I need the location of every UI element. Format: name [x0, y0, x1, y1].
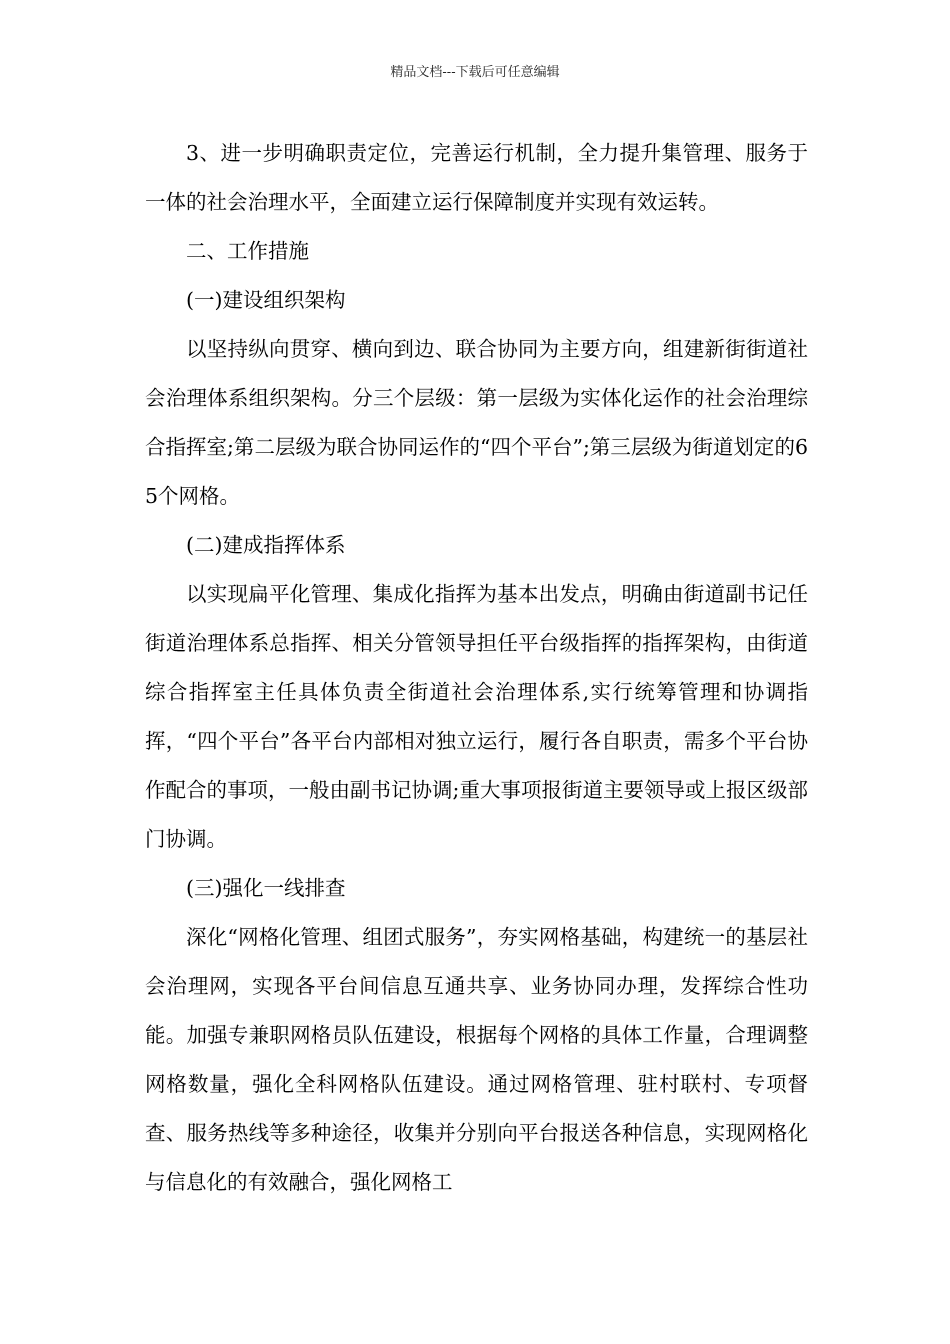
- paragraph-command-system: 以实现扁平化管理、集成化指挥为基本出发点，明确由街道副书记任街道治理体系总指挥、相关分管领导担任平台级指挥的指挥架构，由街道综合指挥室主任具体负责全街道社会治理体系,实行统筹管理和协调指挥，“四个平台”各平台内部相对独立运行，履行各自职责，需多个平台协作配合的事项，一般由副书记协调;重大事项报街道主要领导或上报区级部门协调。: [145, 582, 808, 851]
- subheading-organization: (一)建设组织架构: [186, 288, 346, 312]
- page-header: 精品文档---下载后可任意编辑: [390, 65, 560, 80]
- subheading-frontline: (三)强化一线排查: [186, 876, 346, 900]
- paragraph-goal-3: 3、进一步明确职责定位，完善运行机制，全力提升集管理、服务于一体的社会治理水平，全面建立运行保障制度并实现有效运转。: [145, 141, 808, 214]
- subheading-command-system: (二)建成指挥体系: [186, 533, 346, 557]
- paragraph-organization: 以坚持纵向贯穿、横向到边、联合协同为主要方向，组建新街街道社会治理体系组织架构。分三个层级：第一层级为实体化运作的社会治理综合指挥室;第二层级为联合协同运作的“四个平台”;第三层级为街道划定的65个网格。: [145, 337, 808, 508]
- paragraph-frontline: 深化“网格化管理、组团式服务”，夯实网格基础，构建统一的基层社会治理网，实现各平台间信息互通共享、业务协同办理，发挥综合性功能。加强专兼职网格员队伍建设，根据每个网格的具体工作量，合理调整网格数量，强化全科网格队伍建设。通过网格管理、驻村联村、专项督查、服务热线等多种途径，收集并分别向平台报送各种信息，实现网格化与信息化的有效融合，强化网格工: [145, 925, 808, 1194]
- document-body: [145, 129, 808, 1207]
- section-heading-measures: 二、工作措施: [186, 239, 309, 263]
